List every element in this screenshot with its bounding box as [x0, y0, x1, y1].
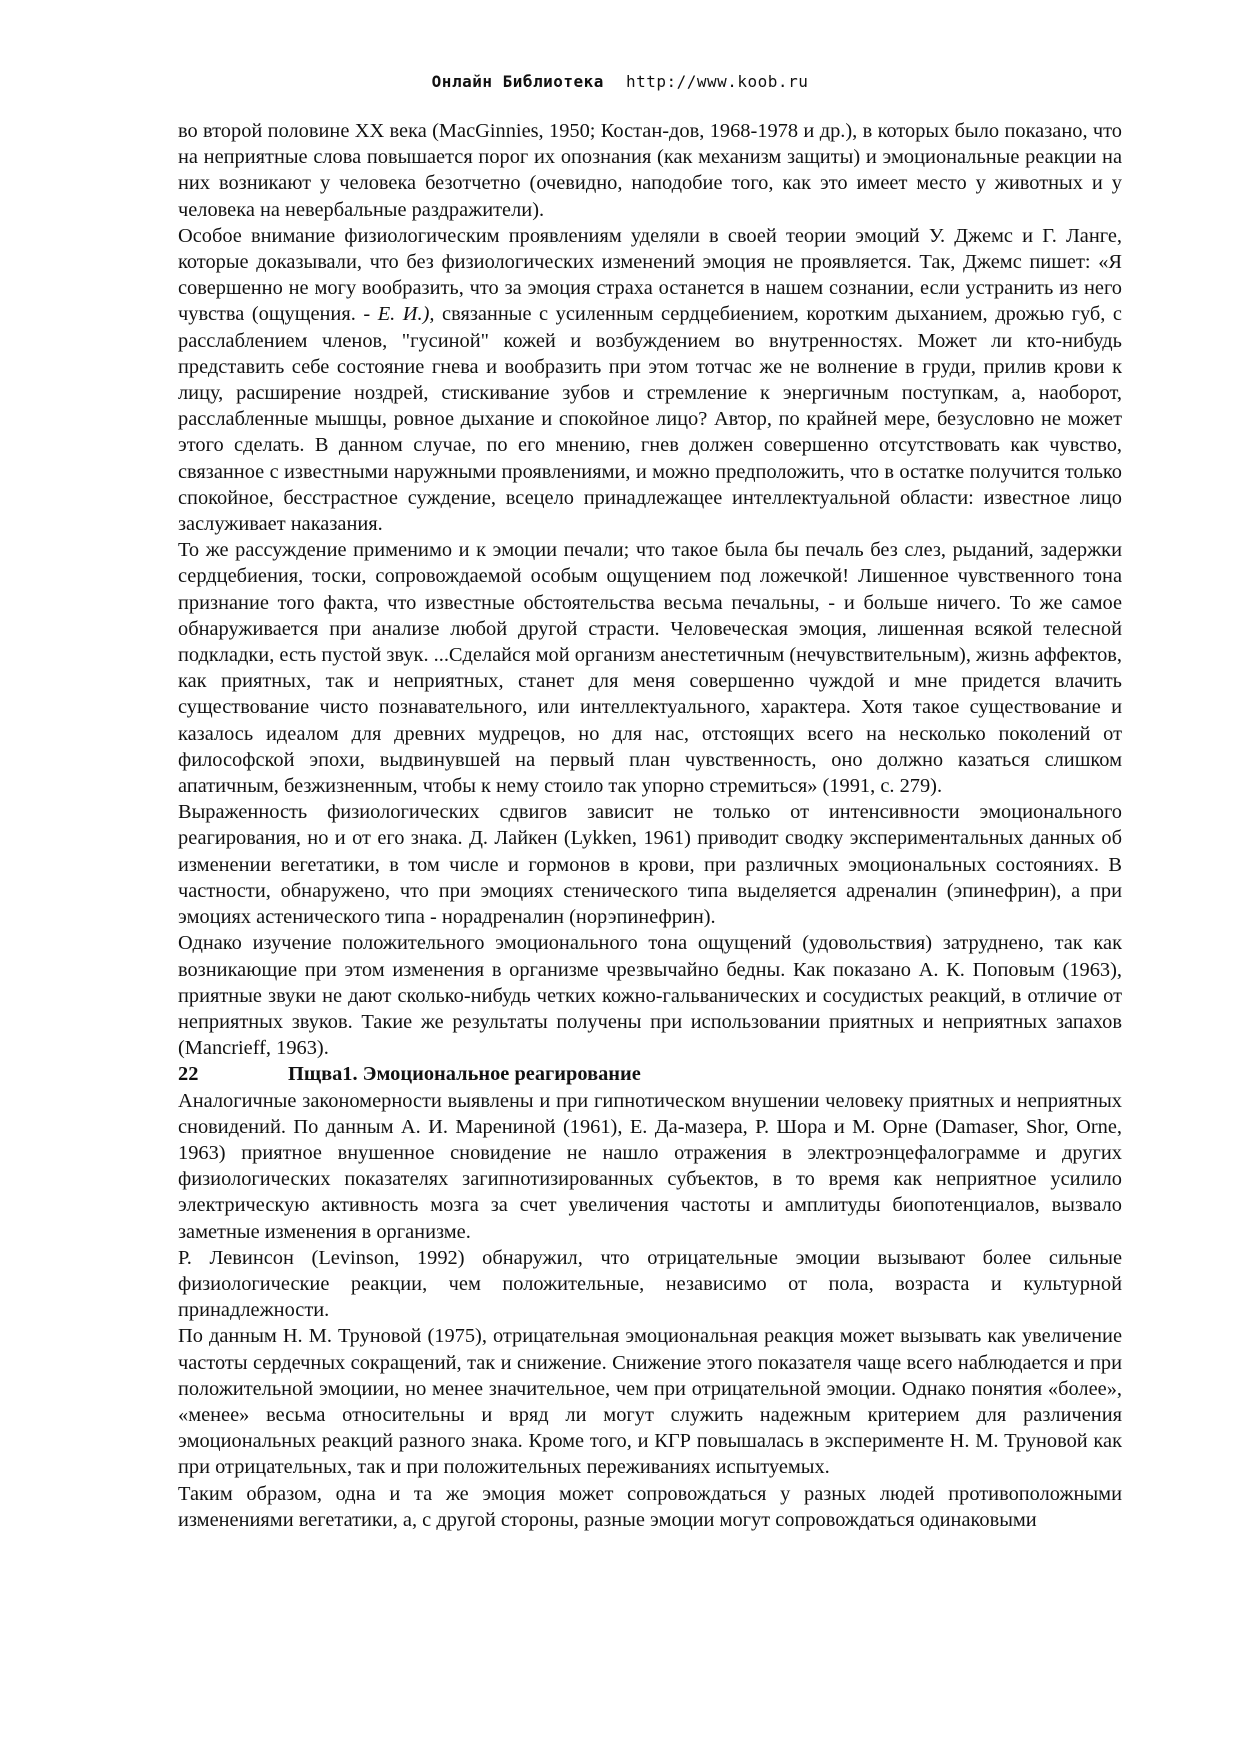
paragraph: Р. Левинсон (Levinson, 1992) обнаружил, что отрицательные эмоции вызывают более сильные физиологические реакции, чем положительные, независимо от пола, возраста и культурной принадлежности.: [178, 1246, 1122, 1322]
library-url[interactable]: http://www.koob.ru: [625, 72, 809, 91]
paragraph: во второй половине XX века (MacGinnies, 1950; Костан-дов, 1968-1978 и др.), в которых было показано, что на неприятные слова повышается порог их опознания (как механизм защиты) и эмоциональные реакции на них возникают у человека безотчетно (очевидно, наподобие того, как это имеет место у животных и у человека на невербальные раздражители).: [178, 120, 1122, 221]
page-header: [0, 72, 1240, 91]
paragraph: Выраженность физиологических сдвигов зависит не только от интенсивности эмоционального реагирования, но и от его знака. Д. Лайкен (Lykken, 1961) приводит сводку экспериментальных данных об изменении вегетатики, в том числе и гормонов в крови, при различных эмоциональных состояниях. В частности, обнаружено, что при эмоциях стенического типа выделяется адреналин (эпинефрин), а при эмоциях астенического типа - норадреналин (норэпинефрин).: [178, 801, 1122, 929]
page-number: 22: [178, 1063, 199, 1086]
running-head: [178, 1061, 1122, 1087]
author-initials: Е. И.),: [377, 303, 435, 326]
body-text: [178, 118, 1122, 1533]
paragraph: [178, 223, 1122, 537]
paragraph-text: Особое внимание физиологическим проявлениям уделяли в своей теории эмоций У. Джемс и Г. Ланге, которые доказывали, что без физиологических изменений эмоция не проявляется. Так, Джемс пишет: «Я совершенно не могу вообразить, что за эмоция страха останется в нашем сознании, если устранить из него чувства (ощущения. -: [178, 224, 1122, 326]
chapter-title: Пщва1. Эмоциональное реагирование: [288, 1063, 641, 1086]
paragraph: Аналогичные закономерности выявлены и при гипнотическом внушении человеку приятных и неприятных сновидений. По данным А. И. Марениной (1961), Е. Да-мазера, Р. Шора и М. Орне (Damaser, Shor, Orne, 1963) приятное внушенное сновидение не нашло отражения в электроэнцефалограмме и других физиологических показателях загипнотизированных субъектов, в то время как неприятное усилило электрическую активность мозга за счет увеличения частоты и амплитуды биопотенциалов, вызвало заметные изменения в организме.: [178, 1089, 1122, 1243]
paragraph: То же рассуждение применимо и к эмоции печали; что такое была бы печаль без слез, рыданий, задержки сердцебиения, тоски, сопровождаемой особым ощущением под ложечкой! Лишенное чувственного тона признание того факта, что известные обстоятельства весьма печальны, - и больше ничего. То же самое обнаруживается при анализе любой другой страсти. Человеческая эмоция, лишенная всякой телесной подкладки, есть пустой звук. ...Сделайся мой организм анестетичным (нечувствительным), жизнь аффектов, как приятных, так и неприятных, станет для меня совершенно чуждой и мне придется влачить существование чисто познавательного, или интеллектуального, характера. Хотя такое существование и казалось идеалом для древних мудрецов, но для нас, отстоящих всего на несколько поколений от философской эпохи, выдвинувшей на первый план чувственность, оно должно казаться слишком апатичным, безжизненным, чтобы к нему стоило так упорно стремиться» (1991, с. 279).: [178, 539, 1122, 798]
paragraph: По данным Н. М. Труновой (1975), отрицательная эмоциональная реакция может вызывать как увеличение частоты сердечных сокращений, так и снижение. Снижение этого показателя чаще всего наблюдается и при положительной эмоциии, но менее значительное, чем при отрицательной эмоции. Однако понятия «более», «менее» весьма относительны и вряд ли могут служить надежным критерием для различения эмоциональных реакций разного знака. Кроме того, и КГР повышалась в эксперименте Н. М. Труновой как при отрицательных, так и при положительных переживаниях испытуемых.: [178, 1325, 1122, 1479]
paragraph: Однако изучение положительного эмоционального тона ощущений (удовольствия) затруднено, так как возникающие при этом изменения в организме чрезвычайно бедны. Как показано А. К. Поповым (1963), приятные звуки не дают сколько-нибудь четких кожно-гальванических и сосудистых реакций, в отличие от неприятных звуков. Такие же результаты получены при использовании приятных и неприятных запахов (Mancrieff, 1963).: [178, 932, 1122, 1060]
library-name: Онлайн Библиотека: [431, 72, 604, 91]
paragraph: Таким образом, одна и та же эмоция может сопровождаться у разных людей противоположными изменениями вегетатики, а, с другой стороны, разные эмоции могут сопровождаться одинаковыми: [178, 1482, 1122, 1531]
paragraph-text: связанные с усиленным сердцебиением, коротким дыханием, дрожью губ, с расслаблением членов, "гусиной" кожей и возбуждением во внутренностях. Может ли кто-нибудь представить себе состояние гнева и вообразить при этом тотчас же не волнение в груди, прилив крови к лицу, расширение ноздрей, стискивание зубов и стремление к энергичным поступкам, а, наоборот, расслабленные мышцы, ровное дыхание и спокойное лицо? Автор, по крайней мере, безусловно не может этого сделать. В данном случае, по его мнению, гнев должен совершенно отсутствовать как чувство, связанное с известными наружными проявлениями, и можно предположить, что в остатке получится только спокойное, бесстрастное суждение, всецело принадлежащее интеллектуальной области: известное лицо заслуживает наказания.: [178, 303, 1122, 536]
